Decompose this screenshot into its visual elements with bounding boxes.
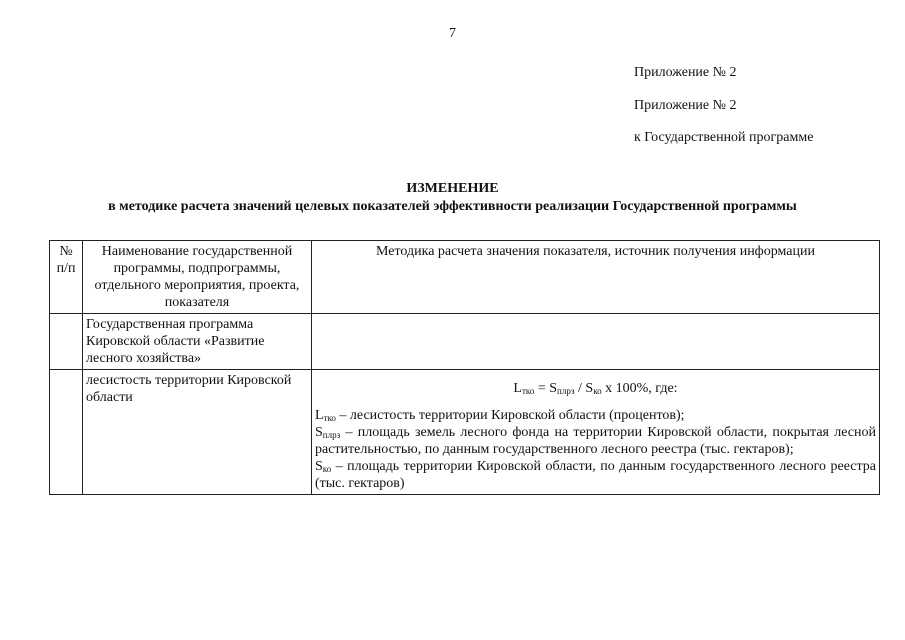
table-row <box>50 314 880 370</box>
row-1-num <box>50 314 83 370</box>
header-method: Методика расчета значения показателя, источник получения информации <box>312 241 880 314</box>
appendix-line-1: Приложение № 2 <box>634 65 737 80</box>
row-2-name: лесистость территории Кировской области <box>83 370 312 495</box>
formula-rest: х 100%, где: <box>601 381 678 396</box>
header-name: Наименование государственной программы, подпрограммы, отдельного мероприятия, проекта, показателя <box>83 241 312 314</box>
def-symbol: S <box>315 425 323 440</box>
def-symbol: S <box>315 459 323 474</box>
def-subscript: тко <box>323 413 336 423</box>
definition-sko <box>315 458 876 492</box>
formula-div: / <box>574 381 586 396</box>
appendix-line-3: к Государственной программе <box>634 130 814 145</box>
definition-ltko <box>315 407 876 424</box>
document-title: ИЗМЕНЕНИЕ <box>406 181 499 196</box>
formula-s2-sub: ко <box>593 386 602 396</box>
methodology-table <box>49 240 880 495</box>
table-header-row <box>50 241 880 314</box>
row-2-method <box>312 370 880 495</box>
def-text: – лесистость территории Кировской области (процентов); <box>335 408 685 423</box>
header-num: № п/п <box>50 241 83 314</box>
document-subtitle: в методике расчета значений целевых показателей эффективности реализации Государственной программы <box>108 199 797 214</box>
formula-s1: S <box>549 381 558 396</box>
page-number: 7 <box>449 26 456 41</box>
formula <box>315 380 876 397</box>
appendix-line-2: Приложение № 2 <box>634 98 737 113</box>
formula-eq: = <box>534 381 550 396</box>
def-symbol: L <box>315 408 324 423</box>
formula-lhs-sub: тко <box>521 386 535 396</box>
def-text: – площадь земель лесного фонда на территории Кировской области, покрытая лесной растительностью, по данным государственного лесного реестра (тыс. гектаров); <box>315 425 876 457</box>
row-1-name: Государственная программа Кировской области «Развитие лесного хозяйства» <box>83 314 312 370</box>
definition-splrz <box>315 424 876 458</box>
def-subscript: плрз <box>322 430 341 440</box>
formula-s2: S <box>585 381 594 396</box>
formula-lhs: L <box>513 381 522 396</box>
formula-s1-sub: плрз <box>557 386 575 396</box>
row-1-method <box>312 314 880 370</box>
def-subscript: ко <box>322 464 332 474</box>
def-text: – площадь территории Кировской области, по данным государственного лесного реестра (тыс. гектаров) <box>315 459 876 491</box>
table-row <box>50 370 880 495</box>
row-2-num <box>50 370 83 495</box>
